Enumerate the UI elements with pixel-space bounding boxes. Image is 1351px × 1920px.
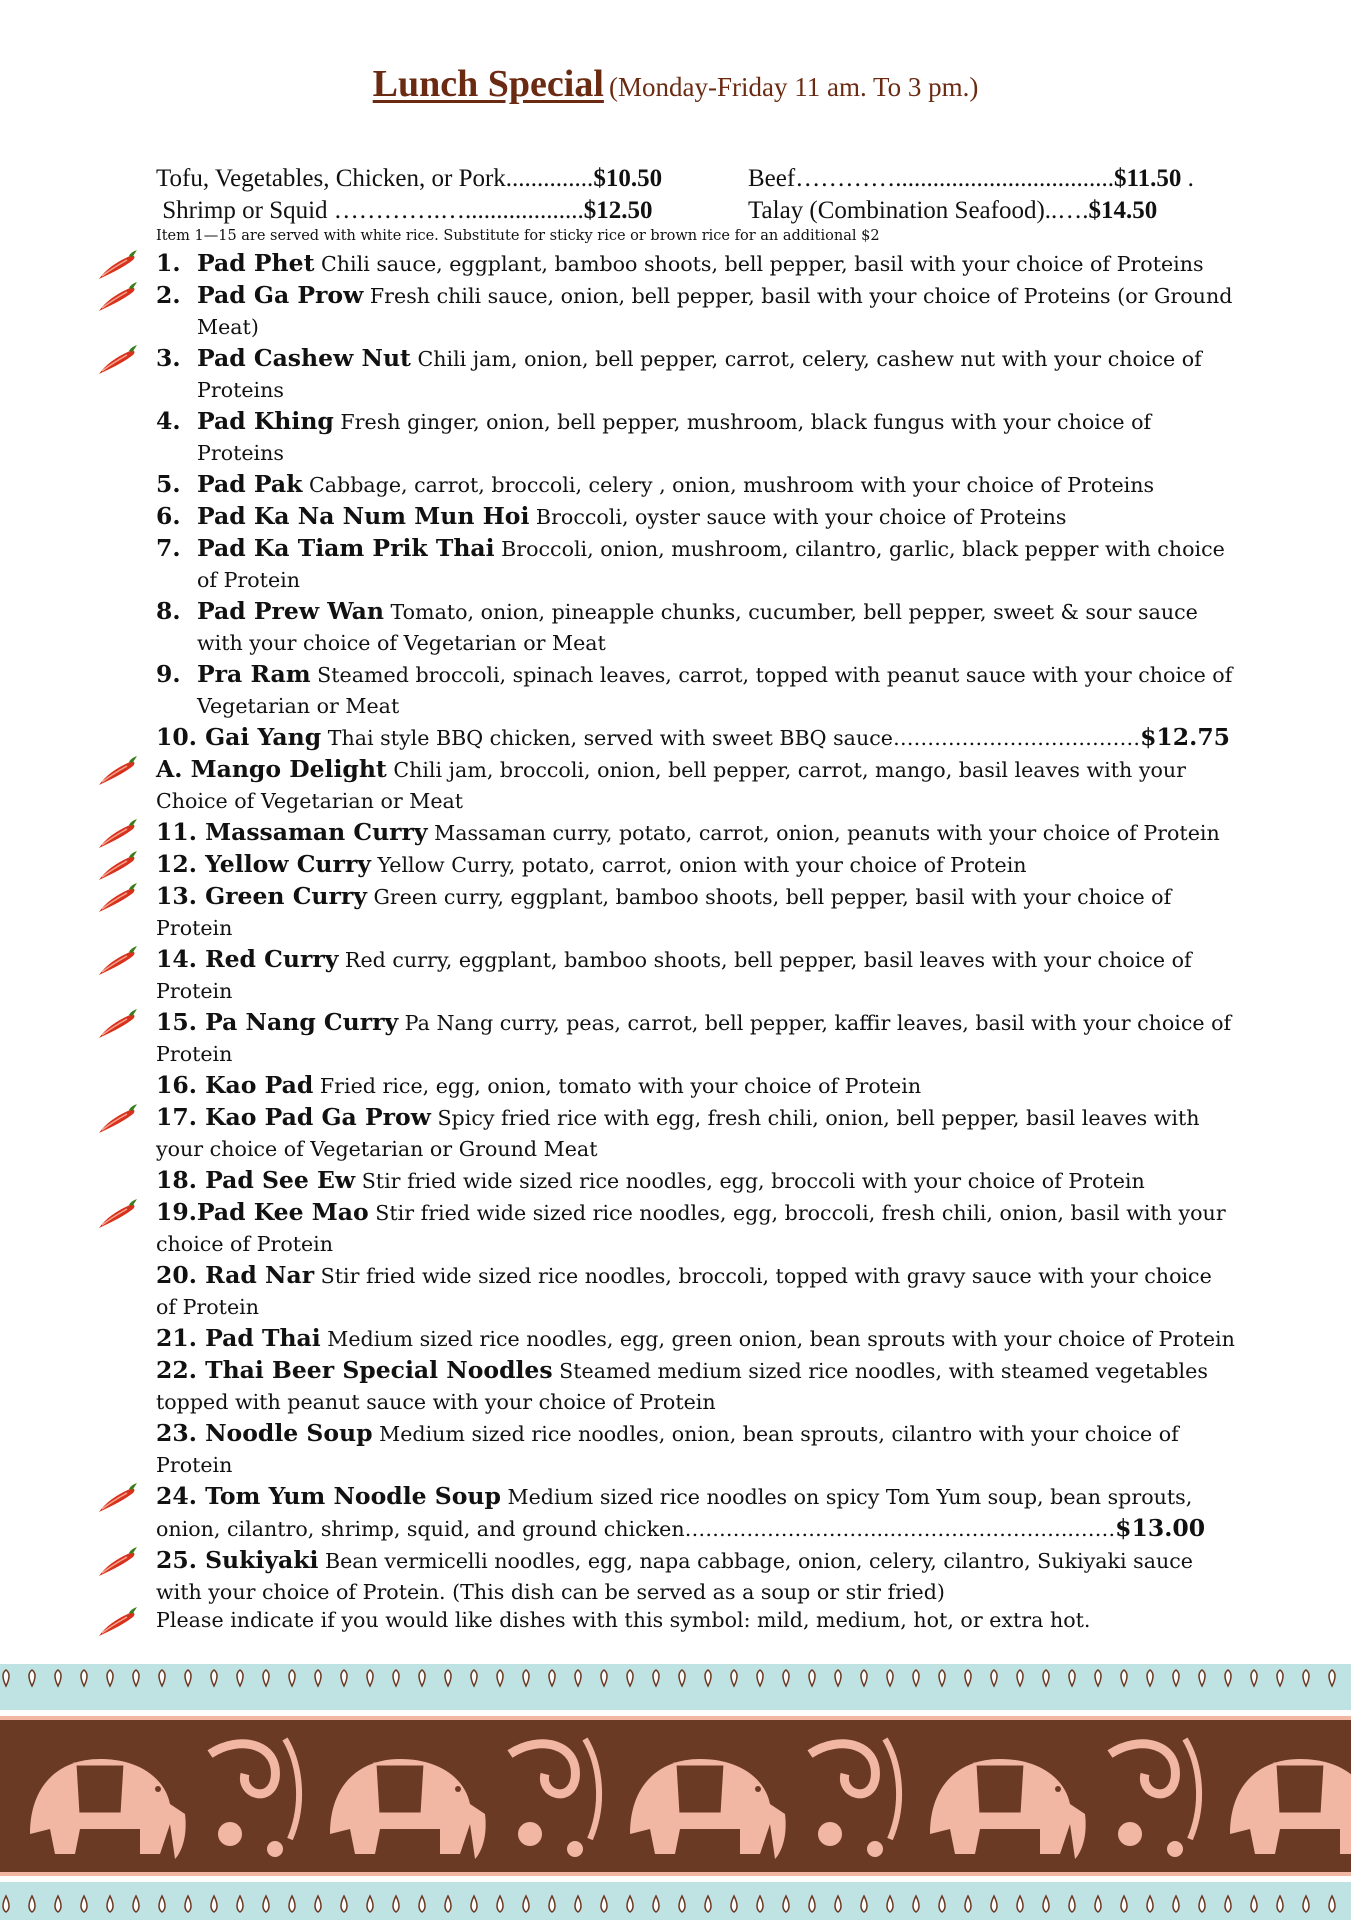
menu-item-description: Broccoli, onion, mushroom, cilantro, garlic, black pepper with choice of Protein [197, 537, 1225, 592]
menu-item [156, 849, 1236, 881]
menu-item [156, 1007, 1236, 1070]
menu-item-number: 23. [156, 1419, 206, 1447]
menu-item [156, 1260, 1236, 1323]
menu-item-description: Chili jam, broccoli, onion, bell pepper, carrot, mango, basil leaves with your Choice of Vegetarian or Meat [156, 758, 1186, 813]
menu-item [156, 1323, 1236, 1355]
menu-item-description: Pa Nang curry, peas, carrot, bell pepper, kaffir leaves, basil with your choice of Protein [156, 1011, 1232, 1066]
chili-pepper-icon [96, 818, 138, 850]
menu-item [156, 881, 1236, 944]
menu-item-description: Yellow Curry, potato, carrot, onion with your choice of Protein [370, 853, 1027, 877]
menu-item [156, 406, 1236, 469]
decorative-elephant-border [0, 1664, 1351, 1920]
menu-item-number: 2. [156, 281, 181, 309]
menu-item-description: Fresh ginger, onion, bell pepper, mushroom, black fungus with your choice of Proteins [197, 410, 1152, 465]
menu-item-description: Stir fried wide sized rice noodles, broccoli, topped with gravy sauce with your choice of Protein [156, 1264, 1212, 1319]
price-row [156, 163, 1216, 195]
menu-item-number: 6. [156, 502, 181, 530]
chili-pepper-icon [96, 1606, 138, 1638]
menu-item-name: Pad Pak [197, 470, 303, 498]
menu-item-number: 4. [156, 407, 181, 435]
menu-item-name: Pra Ram [197, 660, 311, 688]
menu-item-number: 21. [156, 1324, 206, 1352]
page-subtitle: (Monday-Friday 11 am. To 3 pm.) [609, 72, 979, 102]
menu-item [156, 944, 1236, 1007]
menu-item-description: Medium sized rice noodles, egg, green onion, bean sprouts with your choice of Protein [320, 1327, 1235, 1351]
menu-item-name: Pad Ka Tiam Prik Thai [197, 534, 495, 562]
menu-item-number: 11. [156, 818, 206, 846]
menu-item-description: Medium sized rice noodles, onion, bean sprouts, cilantro with your choice of Protein [156, 1422, 1179, 1477]
menu-item-number: 16. [156, 1071, 206, 1099]
chili-pepper-icon [96, 1008, 138, 1040]
menu-item-description: Spicy fried rice with egg, fresh chili, onion, bell pepper, basil leaves with your choice of Vegetarian or Ground Meat [156, 1106, 1200, 1161]
price-label: Tofu, Vegetables, Chicken, or Pork.............. [156, 165, 594, 192]
menu-item-description: Red curry, eggplant, bamboo shoots, bell pepper, basil leaves with your choice of Protein [156, 948, 1192, 1003]
price-value: $11.50 [1113, 165, 1182, 192]
menu-item-number: 25. [156, 1546, 206, 1574]
menu-item-name: Pad Ga Prow [197, 281, 364, 309]
spice-level-note: Please indicate if you would like dishes with this symbol: mild, medium, hot, or extra hot. [156, 1608, 1091, 1632]
menu-item-description: Medium sized rice noodles on spicy Tom Yum soup, bean sprouts, onion, cilantro, shrimp, squid, and ground chicken………………………....……………………..…… [156, 1485, 1193, 1541]
chili-pepper-icon [96, 249, 138, 281]
menu-item [156, 533, 1236, 596]
price-value: $14.50 [1088, 197, 1158, 224]
menu-item-number: 12. [156, 850, 206, 878]
menu-item-description: Green curry, eggplant, bamboo shoots, bell pepper, basil with your choice of Protein [156, 885, 1172, 940]
menu-item-description: Fresh chili sauce, onion, bell pepper, basil with your choice of Proteins (or Ground Meat) [197, 284, 1233, 339]
menu-item-number: A. [156, 755, 191, 783]
price-tail: . [1181, 165, 1194, 192]
menu-item-number: 1. [156, 249, 181, 277]
menu-item-name: Pad See Ew [205, 1166, 356, 1194]
menu-item-description: Chili jam, onion, bell pepper, carrot, celery, cashew nut with your choice of Proteins [197, 347, 1202, 402]
menu-item [156, 248, 1236, 280]
chili-pepper-icon [96, 1103, 138, 1135]
menu-item-number: 18. [156, 1166, 206, 1194]
menu-item-number: 10. [156, 723, 206, 751]
chili-pepper-icon [96, 882, 138, 914]
price-label: Shrimp or Squid ………….…................... [162, 197, 584, 224]
chili-pepper-icon [96, 1482, 138, 1514]
menu-item-name: Pa Nang Curry [205, 1008, 399, 1036]
menu-item-name: Mango Delight [190, 755, 387, 783]
menu-item-description: Thai style BBQ chicken, served with sweet BBQ sauce……………………………… [321, 726, 1141, 750]
menu-item [156, 469, 1236, 501]
menu-item [156, 659, 1236, 722]
menu-item-number: 24. [156, 1482, 206, 1510]
menu-item [156, 754, 1236, 817]
menu-item-description: Stir fried wide sized rice noodles, egg, broccoli, fresh chili, onion, basil with your choice of Protein [156, 1201, 1226, 1256]
menu-item-name: Pad Prew Wan [197, 597, 384, 625]
page-header [0, 62, 1351, 106]
menu-item-number: 9. [156, 660, 181, 688]
menu-item-description: Tomato, onion, pineapple chunks, cucumber, bell pepper, sweet & sour sauce with your choice of Vegetarian or Meat [197, 600, 1198, 655]
menu-item-number: 20. [156, 1261, 206, 1289]
menu-item-description: Bean vermicelli noodles, egg, napa cabbage, onion, celery, cilantro, Sukiyaki sauce with your choice of Protein. (This dish can be served as a soup or stir fried) [156, 1549, 1193, 1604]
menu-item [156, 1418, 1236, 1481]
price-list [156, 163, 1216, 227]
menu-item-number: 7. [156, 534, 181, 562]
menu-item-name: Tom Yum Noodle Soup [205, 1482, 501, 1510]
menu-item [156, 501, 1236, 533]
menu-item-number: 15. [156, 1008, 206, 1036]
menu-item [156, 1070, 1236, 1102]
menu-item [156, 1102, 1236, 1165]
menu-item-name: Sukiyaki [205, 1546, 319, 1574]
page-title: Lunch Special [372, 63, 604, 105]
menu-item-name: Kao Pad Ga Prow [205, 1103, 431, 1131]
menu-item-number: 13. [156, 882, 206, 910]
menu-item [156, 722, 1236, 754]
menu-item [156, 1545, 1236, 1608]
menu-item [156, 1197, 1236, 1260]
menu-item-name: Pad Khing [197, 407, 334, 435]
menu-item-description: Fried rice, egg, onion, tomato with your choice of Protein [313, 1074, 922, 1098]
menu-item-name: Red Curry [205, 945, 339, 973]
menu-item-price: $12.75 [1140, 723, 1231, 751]
menu-item-number: 19. [156, 1198, 197, 1226]
menu-item-name: Kao Pad [205, 1071, 314, 1099]
menu-item-number: 3. [156, 344, 181, 372]
menu-item-name: Rad Nar [205, 1261, 315, 1289]
menu-item-name: Yellow Curry [205, 850, 371, 878]
menu-item-description: Cabbage, carrot, broccoli, celery , onion, mushroom with your choice of Proteins [302, 473, 1155, 497]
chili-pepper-icon [96, 850, 138, 882]
menu-item-name: Pad Thai [205, 1324, 321, 1352]
menu-item [156, 343, 1236, 406]
chili-pepper-icon [96, 344, 138, 376]
menu-item [156, 1355, 1236, 1418]
menu-item [156, 1481, 1236, 1545]
menu-item-name: Green Curry [205, 882, 367, 910]
menu-item-number: 14. [156, 945, 206, 973]
menu-item-description: Steamed broccoli, spinach leaves, carrot, topped with peanut sauce with your choice of Vegetarian or Meat [197, 663, 1233, 718]
menu-item [156, 817, 1236, 849]
menu-item-name: Pad Kee Mao [196, 1198, 369, 1226]
menu-item-description: Steamed medium sized rice noodles, with steamed vegetables topped with peanut sauce with your choice of Protein [156, 1359, 1208, 1414]
chili-pepper-icon [96, 1546, 138, 1578]
price-row [156, 195, 1216, 227]
menu-item-name: Pad Ka Na Num Mun Hoi [197, 502, 530, 530]
price-value: $10.50 [593, 165, 663, 192]
menu-item-price: $13.00 [1115, 1514, 1206, 1542]
menu-item-description: Massaman curry, potato, carrot, onion, peanuts with your choice of Protein [427, 821, 1220, 845]
menu-item [156, 1165, 1236, 1197]
menu-item-number: 8. [156, 597, 181, 625]
menu-item [156, 280, 1236, 343]
menu-item-number: 17. [156, 1103, 206, 1131]
menu-item-name: Pad Cashew Nut [197, 344, 411, 372]
menu-item-name: Thai Beer Special Noodles [205, 1356, 553, 1384]
menu-item-description: Stir fried wide sized rice noodles, egg, broccoli with your choice of Protein [355, 1169, 1145, 1193]
menu-item-name: Noodle Soup [205, 1419, 373, 1447]
menu-item-description: Broccoli, oyster sauce with your choice of Proteins [529, 505, 1067, 529]
menu-item-name: Gai Yang [205, 723, 322, 751]
menu-list [156, 248, 1236, 1608]
price-value: $12.50 [583, 197, 653, 224]
chili-pepper-icon [96, 281, 138, 313]
menu-item [156, 596, 1236, 659]
price-label: Beef…………................................... [748, 165, 1114, 192]
menu-item-number: 5. [156, 470, 181, 498]
price-label: Talay (Combination Seafood)..…. [748, 197, 1089, 224]
rice-note: Item 1—15 are served with white rice. Substitute for sticky rice or brown rice for an additional $2 [156, 228, 880, 244]
chili-pepper-icon [96, 945, 138, 977]
menu-item-description: Chili sauce, eggplant, bamboo shoots, bell pepper, basil with your choice of Proteins [314, 252, 1204, 276]
chili-pepper-icon [96, 755, 138, 787]
menu-item-number: 22. [156, 1356, 206, 1384]
menu-item-name: Pad Phet [197, 249, 315, 277]
menu-item-name: Massaman Curry [205, 818, 428, 846]
chili-pepper-icon [96, 1198, 138, 1230]
